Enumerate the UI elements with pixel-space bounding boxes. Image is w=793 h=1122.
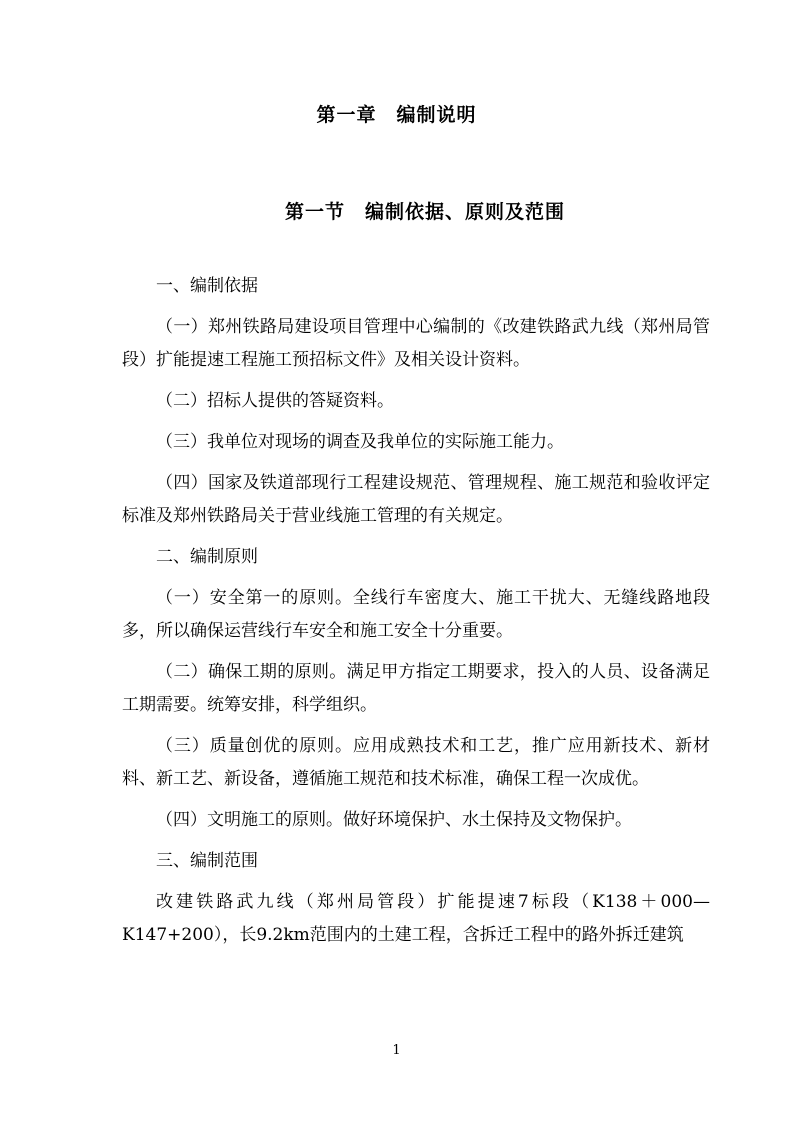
paragraph-basis-4: （四）国家及铁道部现行工程建设规范、管理规程、施工规范和验收评定标准及郑州铁路局关于营业线施工管理的有关规定。 [122,473,710,526]
paragraph-principle-4: （四）文明施工的原则。做好环境保护、水土保持及文物保护。 [156,810,632,830]
paragraph-scope: 改建铁路武九线（郑州局管段）扩能提速7标段（K138＋000—K147+200），长9.2km范围内的土建工程，含拆迁工程中的路外拆迁建筑 [122,892,710,945]
paragraph-basis-2: （二）招标人提供的答疑资料。 [156,391,394,411]
paragraph-principle-1: （一）安全第一的原则。全线行车密度大、施工干扰大、无缝线路地段多，所以确保运营线行车安全和施工安全十分重要。 [122,588,710,641]
heading-scope: 三、编制范围 [156,851,258,871]
page-number: 1 [392,1043,401,1058]
paragraph-basis-1: （一）郑州铁路局建设项目管理中心编制的《改建铁路武九线（郑州局管段）扩能提速工程施工预招标文件》及相关设计资料。 [122,317,710,370]
paragraph-basis-3: （三）我单位对现场的调查及我单位的实际施工能力。 [156,432,564,452]
section-title: 第一节 编制依据、原则及范围 [284,201,565,223]
heading-principles: 二、编制原则 [156,547,258,567]
paragraph-principle-3: （三）质量创优的原则。应用成熟技术和工艺，推广应用新技术、新材料、新工艺、新设备，遵循施工规范和技术标准，确保工程一次成优。 [122,736,710,789]
document-body [122,270,710,960]
heading-basis: 一、编制依据 [156,276,258,296]
paragraph-principle-2: （二）确保工期的原则。满足甲方指定工期要求，投入的人员、设备满足工期需要。统筹安排，科学组织。 [122,662,710,715]
chapter-title: 第一章 编制说明 [316,104,477,126]
